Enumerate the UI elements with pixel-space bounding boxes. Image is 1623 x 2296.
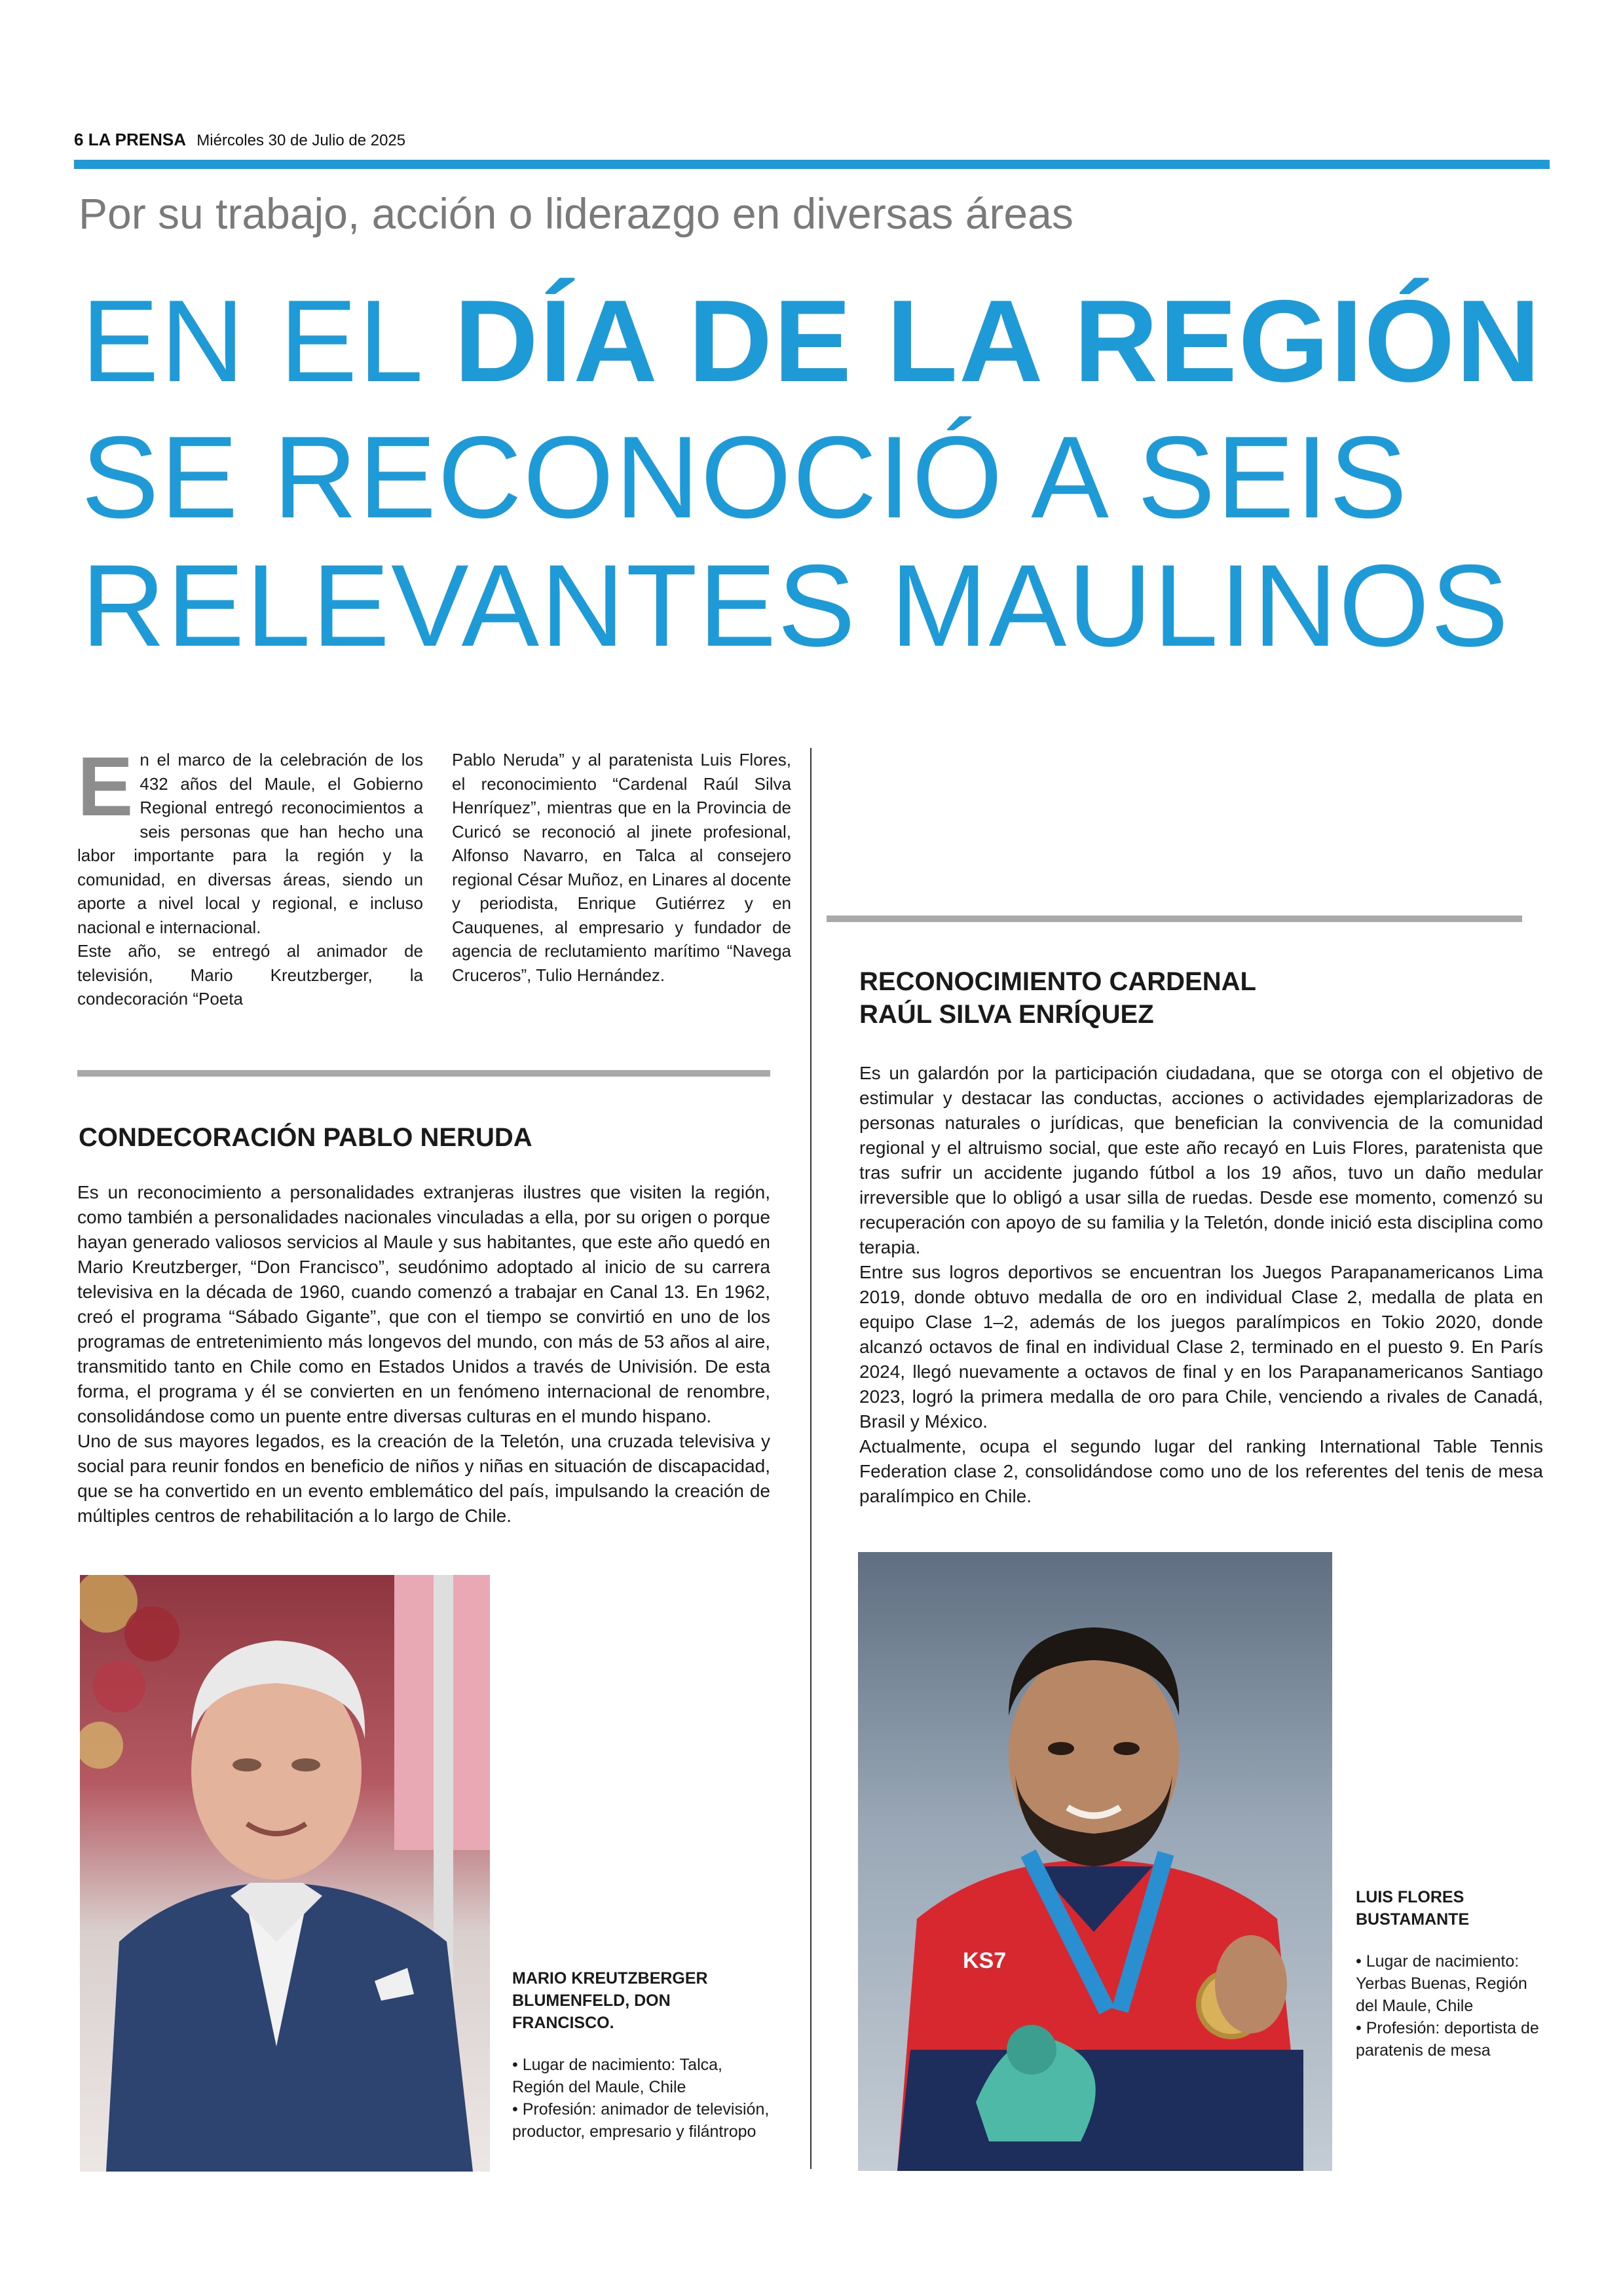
caption-luis [1356,1886,1552,2062]
section-title-cardenal [859,965,1256,1031]
caption-luis-profession: • Profesión: deportista de paratenis de mesa [1356,2019,1539,2060]
intro-paragraph-3: Pablo Neruda” y al paratenista Luis Flores, el reconocimiento “Cardenal Raúl Silva Henríquez”, mientras que en la Provincia de Curicó se reconoció al jinete profesional, Alfonso Navarro, en Talca al consejero regional César Muñoz, en Linares al docente y periodista, Enrique Gutiérrez y en Cauquenes, al empresario y fundador de agencia de reclutamiento marítimo “Navega Cruceros”, Tulio Hernández. [452,750,791,985]
headline-line-3: RELEVANTES MAULINOS [81,540,1510,671]
issue-date: Miércoles 30 de Julio de 2025 [196,132,406,149]
intro-column-2 [452,748,791,987]
kicker: Por su trabajo, acción o liderazgo en diversas áreas [79,189,1073,238]
header-rule [74,160,1550,169]
cardenal-title-line-1: RECONOCIMIENTO CARDENAL [859,967,1256,996]
caption-luis-birth: • Lugar de nacimiento: Yerbas Buenas, Región del Maule, Chile [1356,1952,1527,2015]
headline-line-1 [81,276,1542,406]
neruda-paragraph-2: Uno de sus mayores legados, es la creación de la Teletón, una cruzada televisiva y social para reunir fondos en beneficio de niños y niñas en situación de discapacidad, que se ha convertido en un evento emblemático del país, impulsando la creación de múltiples centros de rehabilitación a lo largo de Chile. [77,1431,770,1526]
newspaper-name: LA PRENSA [88,130,186,149]
section-body-neruda [77,1180,770,1528]
headline-line-2: SE RECONOCIÓ A SEIS [81,412,1409,542]
column-divider [810,748,811,2169]
intro-paragraph-2: Este año, se entregó al animador de televisión, Mario Kreutzberger, la condecoración “Poeta [77,941,423,1009]
page-folio [74,130,405,150]
headline-normal: EN EL [81,276,455,406]
section-body-cardenal [859,1061,1543,1509]
caption-mario [512,1967,774,2143]
page-number: 6 [74,130,84,149]
cardenal-title-line-2: RAÚL SILVA ENRÍQUEZ [859,1000,1154,1029]
athlete-illustration [858,1552,1332,2171]
intro-paragraph-1: n el marco de la celebración de los 432 años del Maule, el Gobierno Regional entregó reconocimientos a seis personas que han hecho una labor importante para la región y la comunidad, en diversas áreas, siendo un aporte a nivel local y regional, e incluso nacional e internacional. [77,750,423,937]
drop-cap: E [77,740,134,834]
cardenal-paragraph-1: Es un galardón por la participación ciudadana, que se otorga con el objetivo de estimular y destacar las conductas, acciones o actividades ejemplarizadoras de personas naturales o jurídicas, que benefician la convivencia de la comunidad regional y el altruismo social, que este año recayó en Luis Flores, paratenista que tras sufrir un accidente jugando fútbol a los 19 años, tuvo un daño medular irreversible que lo obligó a usar silla de ruedas. Desde ese momento, comenzó su recuperación con apoyo de su familia y la Teletón, donde inició esta disciplina como terapia. [859,1063,1543,1257]
cardenal-paragraph-3: Actualmente, ocupa el segundo lugar del ranking International Table Tennis Federation clase 2, consolidándose como uno de los referentes del tenis de mesa paralímpico en Chile. [859,1436,1543,1506]
jersey-logo: KS7 [963,1948,1007,1973]
intro-column-1 [77,740,423,1011]
section-title-neruda: CONDECORACIÓN PABLO NERUDA [79,1123,532,1152]
section-rule-left [77,1070,770,1077]
caption-mario-birth: • Lugar de nacimiento: Talca, Región del Maule, Chile [512,2056,722,2096]
section-rule-right [827,916,1522,922]
caption-mario-name: MARIO KREUTZBERGER BLUMENFELD, DON FRANCISCO. [512,1969,708,2032]
photo-luis-flores [858,1552,1332,2171]
cardenal-paragraph-2: Entre sus logros deportivos se encuentran los Juegos Parapanamericanos Lima 2019, donde obtuvo medalla de oro en individual Clase 2, medalla de plata en equipo Clase 1–2, además de los juegos paralímpicos en Tokio 2020, donde alcanzó octavos de final en individual Clase 2, terminado en el puesto 9. En París 2024, llegó nuevamente a octavos de final y en los Parapanamericanos Santiago 2023, logró la primera medalla de oro para Chile, venciendo a rivales de Canadá, Brasil y México. [859,1262,1543,1432]
photo-mario-kreutzberger [80,1575,490,2172]
headline-bold: DÍA DE LA REGIÓN [454,276,1542,406]
portrait-illustration [80,1575,490,2172]
neruda-paragraph-1: Es un reconocimiento a personalidades extranjeras ilustres que visiten la región, como también a personalidades nacionales vinculadas a ella, por su origen o porque hayan generado valiosos servicios al Maule y sus habitantes, que este año quedó en Mario Kreutzberger, “Don Francisco”, seudónimo adoptado al inicio de su carrera televisiva en la década de 1960, cuando comenzó a trabajar en Canal 13. En 1962, creó el programa “Sábado Gigante”, que con el tiempo se convirtió en uno de los programas de entretenimiento más longevos del mundo, con más de 53 años al aire, transmitido tanto en Chile como en Estados Unidos a través de Univisión. De esta forma, el programa y él se convierten en un fenómeno internacional de renombre, consolidándose como un puente entre diversas culturas en el mundo hispano. [77,1182,770,1426]
caption-mario-profession: • Profesión: animador de televisión, productor, empresario y filántropo [512,2100,770,2141]
caption-luis-name: LUIS FLORES BUSTAMANTE [1356,1888,1470,1929]
